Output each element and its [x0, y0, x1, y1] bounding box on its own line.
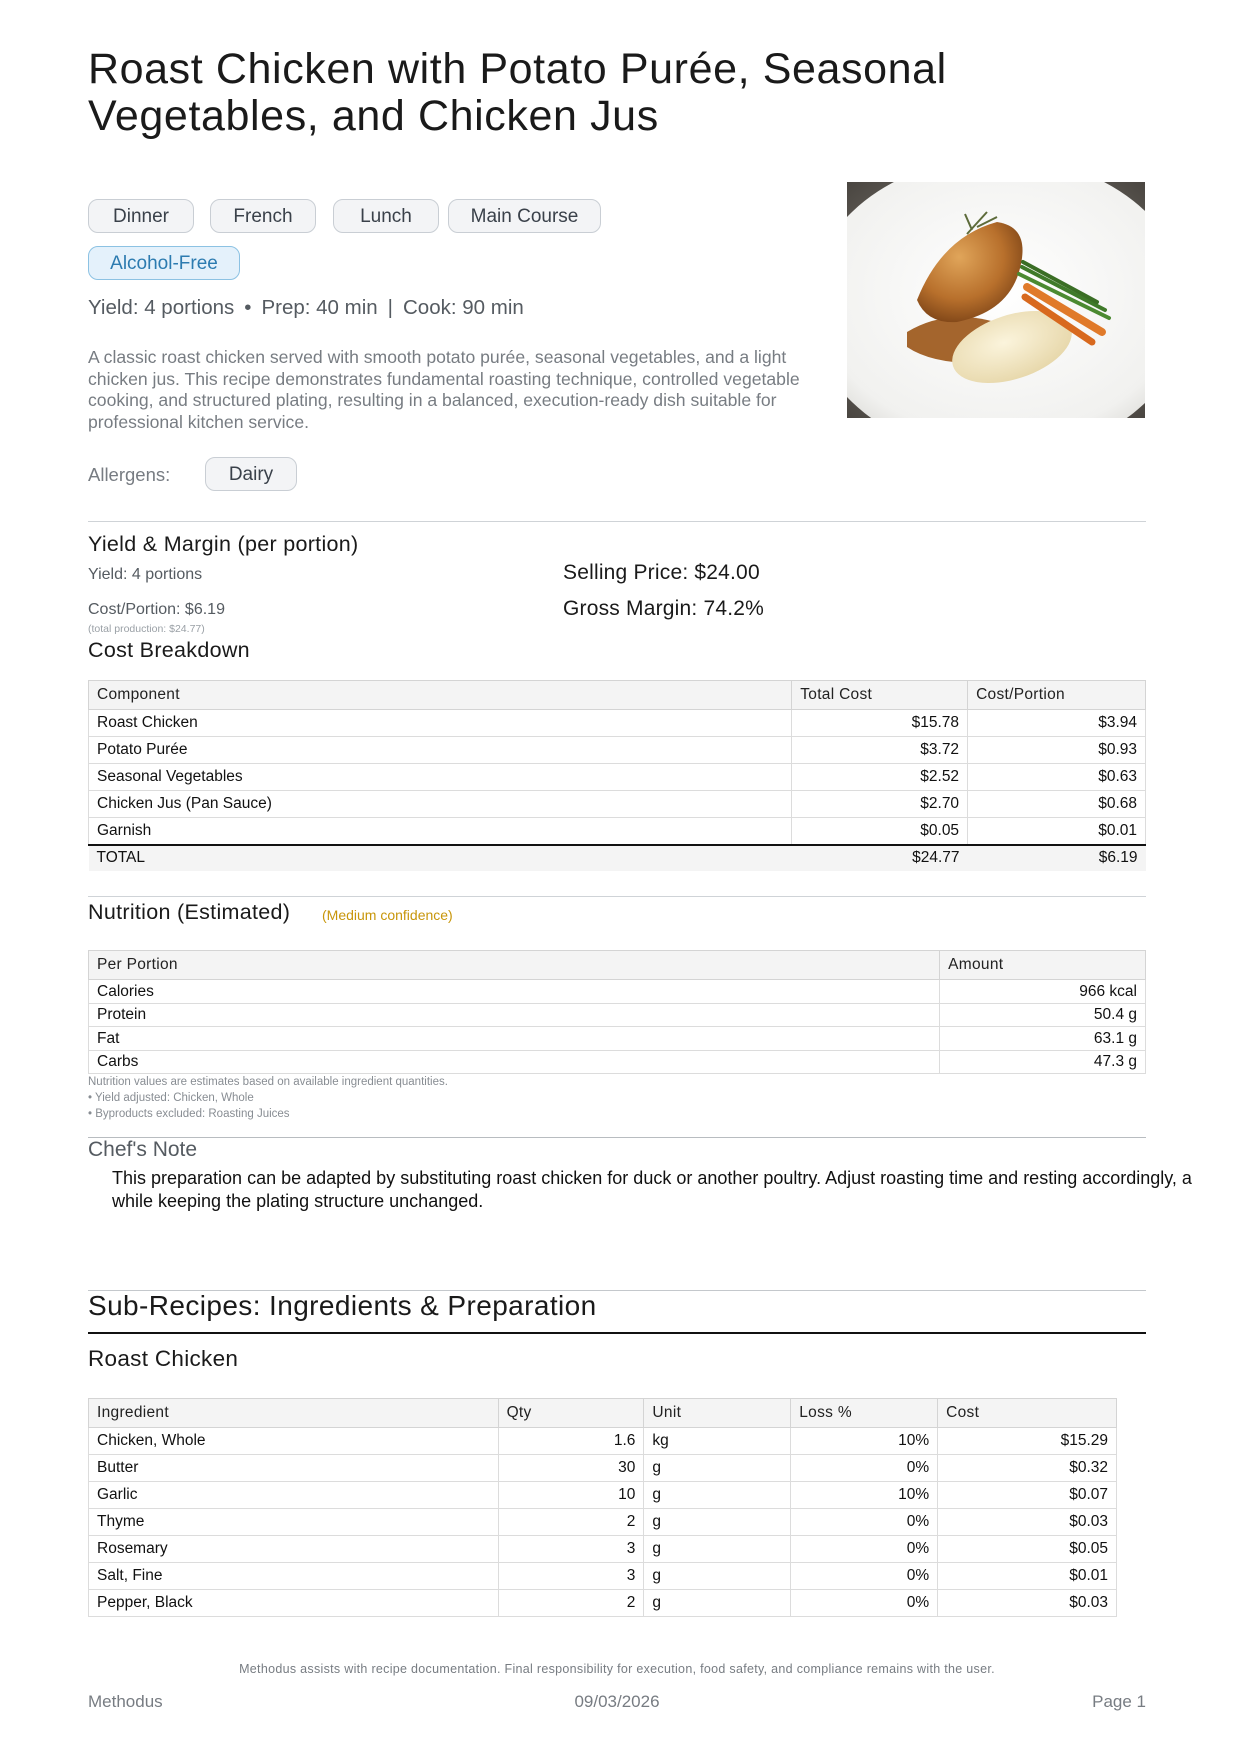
total-cost-per-portion: $6.19 — [968, 845, 1146, 871]
column-header: Loss % — [791, 1399, 938, 1428]
total-cost: $15.78 — [792, 710, 968, 737]
nutrient-name: Protein — [89, 1004, 940, 1027]
table-row — [89, 1482, 1117, 1509]
component-name: Potato Purée — [89, 737, 792, 764]
ingredient-loss: 0% — [791, 1563, 938, 1590]
ingredient-cost: $0.01 — [938, 1563, 1117, 1590]
nutrition-note: • Yield adjusted: Chicken, Whole — [88, 1092, 254, 1104]
ingredient-cost: $0.05 — [938, 1536, 1117, 1563]
nutrition-notes — [88, 1074, 448, 1122]
nutrition-note: Nutrition values are estimates based on available ingredient quantities. — [88, 1076, 448, 1088]
total-cost: $2.70 — [792, 791, 968, 818]
ingredient-cost: $0.03 — [938, 1590, 1117, 1617]
ingredient-cost: $0.32 — [938, 1455, 1117, 1482]
column-header: Cost — [938, 1399, 1117, 1428]
disclaimer: Methodus assists with recipe documentation. Final responsibility for execution, food safety, and compliance remains with the user. — [239, 1662, 995, 1676]
selling-price: Selling Price: $24.00 — [563, 561, 760, 584]
column-header: Ingredient — [89, 1399, 499, 1428]
table-row — [89, 1004, 1146, 1027]
table-row — [89, 1536, 1117, 1563]
ingredient-name: Salt, Fine — [89, 1563, 499, 1590]
cost-per-portion: Cost/Portion: $6.19 — [88, 601, 225, 618]
ingredient-name: Garlic — [89, 1482, 499, 1509]
ingredient-loss: 0% — [791, 1509, 938, 1536]
sub-recipe-name: Roast Chicken — [88, 1346, 239, 1371]
table-row — [89, 1590, 1117, 1617]
table-row — [89, 818, 1146, 845]
column-header: Cost/Portion — [968, 681, 1146, 710]
nutrient-name: Calories — [89, 980, 940, 1004]
component-name: Seasonal Vegetables — [89, 764, 792, 791]
footer-page-number: Page 1 — [1092, 1692, 1146, 1711]
nutrient-name: Fat — [89, 1027, 940, 1051]
cost-per-portion-cell: $3.94 — [968, 710, 1146, 737]
ingredient-unit: g — [644, 1455, 791, 1482]
ingredient-name: Thyme — [89, 1509, 499, 1536]
table-row — [89, 710, 1146, 737]
cost-per-portion-cell: $0.63 — [968, 764, 1146, 791]
tag-main-course[interactable]: Main Course — [448, 199, 601, 233]
cost-per-portion-cell: $0.68 — [968, 791, 1146, 818]
gross-margin: Gross Margin: 74.2% — [563, 597, 765, 620]
chefs-note-text: This preparation can be adapted by substituting roast chicken for duck or another poultry. Adjust roasting time and resting accordingly, a while keeping the plating structure unchanged. — [112, 1168, 1192, 1211]
tag-alcohol-free[interactable]: Alcohol-Free — [88, 246, 240, 280]
footer-brand: Methodus — [88, 1692, 163, 1711]
allergens-label: Allergens: — [88, 464, 171, 485]
dot-separator: • — [244, 296, 252, 319]
total-cost: $3.72 — [792, 737, 968, 764]
ingredient-loss: 0% — [791, 1536, 938, 1563]
table-row — [89, 764, 1146, 791]
ingredient-name: Chicken, Whole — [89, 1428, 499, 1455]
yield-margin-heading: Yield & Margin (per portion) — [88, 532, 359, 556]
column-header: Total Cost — [792, 681, 968, 710]
ingredient-loss: 10% — [791, 1482, 938, 1509]
ingredient-qty: 10 — [498, 1482, 644, 1509]
component-name: Garnish — [89, 818, 792, 845]
tag-french[interactable]: French — [210, 199, 316, 233]
ingredient-unit: kg — [644, 1428, 791, 1455]
recipe-description: A classic roast chicken served with smooth potato purée, seasonal vegetables, and a light chicken jus. This recipe demonstrates fundamental roasting technique, controlled vegetable cooking, and structured plating, resulting in a balanced, execution-ready dish suitable for professional kitchen service. — [88, 347, 800, 432]
ingredient-unit: g — [644, 1563, 791, 1590]
ingredient-loss: 0% — [791, 1455, 938, 1482]
ingredient-qty: 1.6 — [498, 1428, 644, 1455]
yield-text: Yield: 4 portions — [88, 296, 235, 319]
recipe-page — [88, 0, 1192, 1754]
total-cost: $24.77 — [792, 845, 968, 871]
tag-dinner[interactable]: Dinner — [88, 199, 194, 233]
confidence-label: (Medium confidence) — [322, 907, 453, 923]
cost-per-portion-cell: $0.93 — [968, 737, 1146, 764]
table-row — [89, 1563, 1117, 1590]
total-cost: $0.05 — [792, 818, 968, 845]
recipe-meta — [88, 296, 524, 320]
yield-value: Yield: 4 portions — [88, 566, 203, 583]
cost-breakdown-table — [88, 680, 1146, 871]
chefs-note-heading: Chef's Note — [88, 1138, 198, 1161]
ingredient-qty: 2 — [498, 1590, 644, 1617]
table-header-row — [89, 681, 1146, 710]
ingredient-qty: 2 — [498, 1509, 644, 1536]
cook-time: Cook: 90 min — [403, 296, 524, 319]
bar-separator: | — [387, 296, 393, 319]
table-header-row — [89, 951, 1146, 980]
table-row — [89, 1027, 1146, 1051]
total-row — [89, 845, 1146, 871]
nutrient-amount: 63.1 g — [940, 1027, 1146, 1051]
recipe-title: Roast Chicken with Potato Purée, Seasonal Vegetables, and Chicken Jus — [88, 45, 947, 140]
table-row — [89, 1509, 1117, 1536]
nutrition-note: • Byproducts excluded: Roasting Juices — [88, 1108, 290, 1120]
nutrient-amount: 50.4 g — [940, 1004, 1146, 1027]
ingredient-qty: 30 — [498, 1455, 644, 1482]
dish-photo — [847, 182, 1145, 418]
component-name: Chicken Jus (Pan Sauce) — [89, 791, 792, 818]
cost-breakdown-heading: Cost Breakdown — [88, 638, 250, 662]
column-header: Unit — [644, 1399, 791, 1428]
table-row — [89, 1428, 1117, 1455]
nutrition-table — [88, 950, 1146, 1074]
cost-per-portion-cell: $0.01 — [968, 818, 1146, 845]
ingredient-qty: 3 — [498, 1563, 644, 1590]
total-production: (total production: $24.77) — [88, 623, 205, 635]
divider — [88, 521, 1146, 522]
ingredient-unit: g — [644, 1482, 791, 1509]
ingredient-qty: 3 — [498, 1536, 644, 1563]
ingredient-loss: 10% — [791, 1428, 938, 1455]
table-row — [89, 791, 1146, 818]
footer-date: 09/03/2026 — [574, 1692, 660, 1711]
ingredient-unit: g — [644, 1536, 791, 1563]
ingredient-unit: g — [644, 1509, 791, 1536]
sub-recipes-heading: Sub-Recipes: Ingredients & Preparation — [88, 1290, 597, 1321]
nutrition-heading: Nutrition (Estimated) — [88, 900, 291, 924]
tag-lunch[interactable]: Lunch — [333, 199, 439, 233]
column-header: Per Portion — [89, 951, 940, 980]
total-cost: $2.52 — [792, 764, 968, 791]
heading-underline — [88, 1332, 1146, 1334]
nutrient-name: Carbs — [89, 1051, 940, 1074]
column-header: Qty — [498, 1399, 644, 1428]
ingredient-cost: $0.03 — [938, 1509, 1117, 1536]
nutrient-amount: 966 kcal — [940, 980, 1146, 1004]
ingredients-table — [88, 1398, 1117, 1617]
ingredient-loss: 0% — [791, 1590, 938, 1617]
ingredient-unit: g — [644, 1590, 791, 1617]
column-header: Amount — [940, 951, 1146, 980]
divider — [88, 1137, 1146, 1138]
table-row — [89, 1051, 1146, 1074]
table-row — [89, 737, 1146, 764]
total-label: TOTAL — [89, 845, 792, 871]
ingredient-name: Butter — [89, 1455, 499, 1482]
nutrient-amount: 47.3 g — [940, 1051, 1146, 1074]
table-row — [89, 980, 1146, 1004]
table-header-row — [89, 1399, 1117, 1428]
allergen-dairy[interactable]: Dairy — [205, 457, 297, 491]
ingredient-name: Pepper, Black — [89, 1590, 499, 1617]
ingredient-cost: $15.29 — [938, 1428, 1117, 1455]
table-row — [89, 1455, 1117, 1482]
prep-time: Prep: 40 min — [261, 296, 378, 319]
divider — [88, 896, 1146, 897]
ingredient-name: Rosemary — [89, 1536, 499, 1563]
column-header: Component — [89, 681, 792, 710]
ingredient-cost: $0.07 — [938, 1482, 1117, 1509]
component-name: Roast Chicken — [89, 710, 792, 737]
